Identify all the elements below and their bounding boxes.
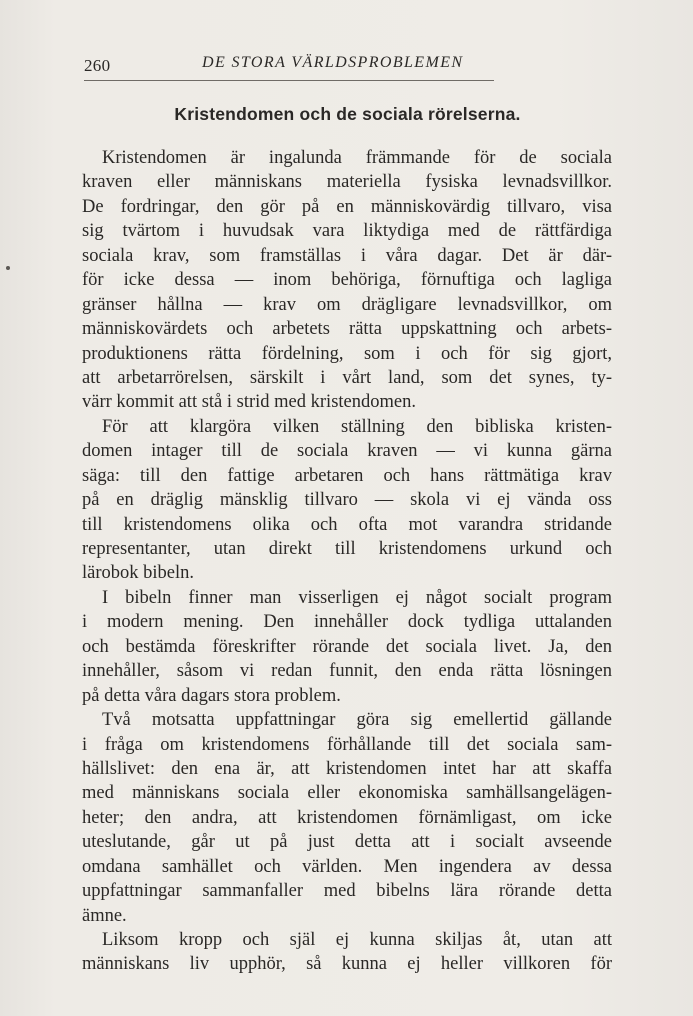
text-line: produktionens rätta fördelning, som i och för sig gjort,	[82, 343, 612, 364]
text-line: Kristendomen är ingalunda främmande för de sociala	[102, 148, 612, 168]
text-line: ämne.	[82, 905, 127, 926]
running-header	[84, 52, 611, 84]
text-line: på detta våra dagars stora problem.	[82, 685, 341, 706]
section-heading: Kristendomen och de sociala rörelserna.	[174, 104, 521, 124]
text-line: uppfattningar sammanfaller med bibelns lära rörande detta	[82, 881, 612, 902]
text-line: För att klargöra vilken ställning den bibliska kristen-	[102, 416, 612, 437]
text-line: människovärdets och arbetets rätta uppskattning och arbets-	[82, 319, 612, 340]
text-line: säga: till den fattige arbetaren och hans rättmätiga krav	[82, 465, 612, 486]
header-rule	[84, 80, 494, 81]
text-line: sociala krav, som framställas i våra dagar. Det är där-	[82, 245, 612, 266]
text-line: omdana samhället och världen. Men ingendera av dessa	[82, 856, 612, 877]
text-line: för icke dessa — inom behöriga, förnuftiga och lagliga	[82, 270, 612, 291]
text-line: uteslutande, går ut på just detta att i socialt avseende	[82, 832, 612, 853]
text-line: domen intager till de sociala kraven — vi kunna gärna	[82, 441, 612, 462]
text-line: kraven eller människans materiella fysiska levnadsvillkor.	[82, 172, 612, 193]
text-line: människans liv upphör, så kunna ej heller villkoren för	[82, 954, 612, 975]
text-line: I bibeln finner man visserligen ej något socialt program	[102, 587, 612, 608]
text-line: och bestämda föreskrifter rörande det sociala livet. Ja, den	[82, 636, 612, 657]
text-line: sig tvärtom i huvudsak vara liktydiga med de rättfärdiga	[82, 221, 612, 242]
text-line: med människans sociala eller ekonomiska samhällsangelägen-	[82, 783, 612, 804]
body-text	[82, 146, 612, 977]
text-line: i modern mening. Den innehåller dock tydliga uttalanden	[82, 612, 612, 633]
text-line: lärobok bibeln.	[82, 563, 195, 584]
text-line: i fråga om kristendomens förhållande till det sociala sam-	[82, 734, 612, 755]
text-line: De fordringar, den gör på en människovärdig tillvaro, visa	[82, 196, 612, 217]
text-line: hällslivet: den ena är, att kristendomen intet har att skaffa	[82, 758, 612, 779]
text-line: att arbetarrörelsen, särskilt i vårt land, som det synes, ty-	[82, 367, 612, 388]
text-line: heter; den andra, att kristendomen förnämligast, om icke	[82, 807, 612, 828]
text-line: Två motsatta uppfattningar göra sig emellertid gällande	[102, 710, 612, 731]
text-line: värr kommit att stå i strid med kristendomen.	[82, 392, 416, 413]
running-title: DE STORA VÄRLDSPROBLEMEN	[202, 54, 464, 71]
text-line: gränser hållna — krav om drägligare levnadsvillkor, om	[82, 294, 612, 315]
text-line: innehåller, såsom vi redan funnit, den enda rätta lösningen	[82, 661, 612, 682]
text-line: på en dräglig mänsklig tillvaro — skola vi ej vända oss	[82, 490, 612, 511]
text-line: Liksom kropp och själ ej kunna skiljas åt, utan att	[102, 930, 612, 950]
text-line: till kristendomens olika och ofta mot varandra stridande	[82, 514, 612, 535]
text-line: representanter, utan direkt till kristendomens urkund och	[82, 539, 612, 559]
margin-speck	[6, 266, 10, 270]
page-number: 260	[84, 56, 111, 75]
